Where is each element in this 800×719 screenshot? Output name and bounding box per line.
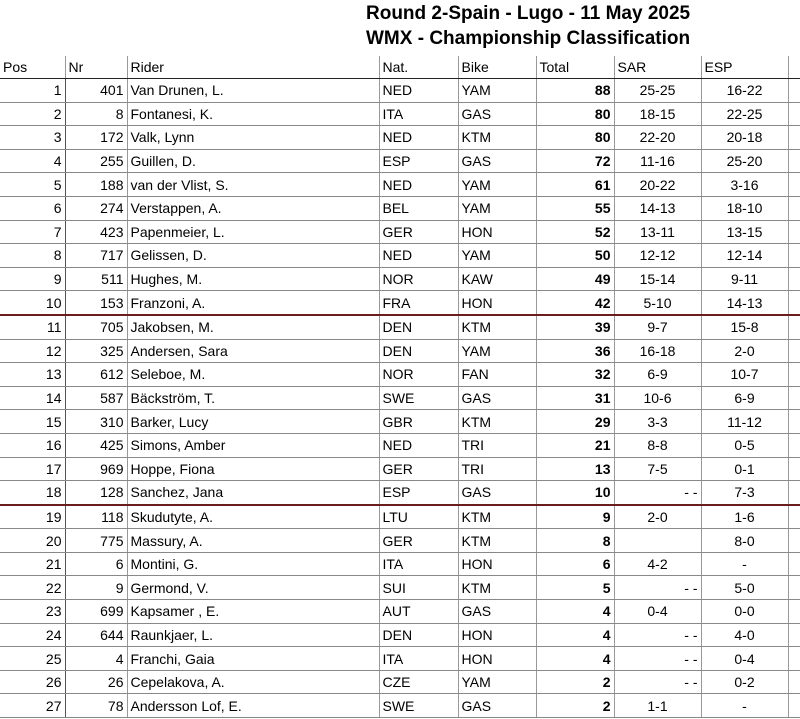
cell-bike: GAS xyxy=(458,694,536,718)
cell-total: 36 xyxy=(536,339,614,363)
cell-nr: 255 xyxy=(65,149,127,173)
cell-nat: ITA xyxy=(379,647,458,671)
cell-pos: 6 xyxy=(0,196,65,220)
cell-overflow xyxy=(788,339,800,363)
cell-rider: Simons, Amber xyxy=(127,433,379,457)
table-row xyxy=(0,433,800,457)
cell-pos: 22 xyxy=(0,576,65,600)
cell-bike: HON xyxy=(458,220,536,244)
cell-nr: 425 xyxy=(65,433,127,457)
cell-nr: 325 xyxy=(65,339,127,363)
table-row xyxy=(0,481,800,505)
cell-nr: 274 xyxy=(65,196,127,220)
cell-pos: 4 xyxy=(0,149,65,173)
cell-rider: Van Drunen, L. xyxy=(127,79,379,103)
cell-bike: KTM xyxy=(458,410,536,434)
col-nr: Nr xyxy=(65,56,127,79)
cell-overflow xyxy=(788,529,800,553)
cell-nat: NOR xyxy=(379,363,458,387)
cell-bike: TRI xyxy=(458,457,536,481)
cell-nr: 644 xyxy=(65,623,127,647)
cell-nat: GER xyxy=(379,220,458,244)
cell-rider: Gelissen, D. xyxy=(127,244,379,268)
cell-esp: 14-13 xyxy=(701,291,788,315)
cell-bike: HON xyxy=(458,647,536,671)
cell-pos: 1 xyxy=(0,79,65,103)
cell-esp: 12-14 xyxy=(701,244,788,268)
cell-total: 32 xyxy=(536,363,614,387)
cell-total: 29 xyxy=(536,410,614,434)
cell-nr: 401 xyxy=(65,79,127,103)
table-row xyxy=(0,79,800,103)
cell-esp: 0-1 xyxy=(701,457,788,481)
cell-total: 31 xyxy=(536,386,614,410)
cell-nr: 699 xyxy=(65,600,127,624)
cell-overflow xyxy=(788,291,800,315)
cell-sar: 10-6 xyxy=(614,386,701,410)
col-rider: Rider xyxy=(127,56,379,79)
cell-rider: Hoppe, Fiona xyxy=(127,457,379,481)
cell-bike: HON xyxy=(458,291,536,315)
table-row xyxy=(0,196,800,220)
cell-bike: YAM xyxy=(458,79,536,103)
cell-rider: Kapsamer , E. xyxy=(127,600,379,624)
cell-sar: 5-10 xyxy=(614,291,701,315)
cell-pos: 5 xyxy=(0,173,65,197)
cell-nat: FRA xyxy=(379,291,458,315)
cell-sar: 16-18 xyxy=(614,339,701,363)
cell-overflow xyxy=(788,79,800,103)
cell-pos: 21 xyxy=(0,552,65,576)
cell-esp: 4-0 xyxy=(701,623,788,647)
cell-total: 52 xyxy=(536,220,614,244)
classification-title: WMX - Championship Classification xyxy=(366,28,691,49)
cell-rider: Valk, Lynn xyxy=(127,126,379,150)
cell-sar: - - xyxy=(614,481,701,505)
cell-nat: SWE xyxy=(379,694,458,718)
cell-sar: 9-7 xyxy=(614,315,701,339)
cell-overflow xyxy=(788,196,800,220)
table-row xyxy=(0,220,800,244)
cell-nr: 128 xyxy=(65,481,127,505)
cell-overflow xyxy=(788,363,800,387)
cell-sar: 14-13 xyxy=(614,196,701,220)
cell-rider: Skudutyte, A. xyxy=(127,505,379,529)
table-row xyxy=(0,576,800,600)
cell-pos: 18 xyxy=(0,481,65,505)
cell-total: 2 xyxy=(536,670,614,694)
cell-esp: 15-8 xyxy=(701,315,788,339)
cell-esp: 9-11 xyxy=(701,267,788,291)
table-row xyxy=(0,410,800,434)
cell-nat: GER xyxy=(379,529,458,553)
table-row xyxy=(0,386,800,410)
cell-nat: GBR xyxy=(379,410,458,434)
cell-bike: YAM xyxy=(458,670,536,694)
cell-pos: 11 xyxy=(0,315,65,339)
cell-bike: KTM xyxy=(458,576,536,600)
cell-bike: GAS xyxy=(458,386,536,410)
col-pos: Pos xyxy=(0,56,65,79)
cell-pos: 24 xyxy=(0,623,65,647)
cell-sar: - - xyxy=(614,576,701,600)
table-row xyxy=(0,623,800,647)
cell-total: 80 xyxy=(536,102,614,126)
cell-esp: 0-5 xyxy=(701,433,788,457)
cell-nat: SWE xyxy=(379,386,458,410)
cell-rider: Verstappen, A. xyxy=(127,196,379,220)
cell-pos: 7 xyxy=(0,220,65,244)
cell-overflow xyxy=(788,244,800,268)
cell-rider: Andersen, Sara xyxy=(127,339,379,363)
cell-overflow xyxy=(788,410,800,434)
cell-pos: 13 xyxy=(0,363,65,387)
cell-sar: 1-1 xyxy=(614,694,701,718)
cell-nr: 188 xyxy=(65,173,127,197)
cell-nat: ITA xyxy=(379,102,458,126)
cell-sar: 12-12 xyxy=(614,244,701,268)
cell-rider: Montini, G. xyxy=(127,552,379,576)
cell-pos: 20 xyxy=(0,529,65,553)
cell-rider: Cepelakova, A. xyxy=(127,670,379,694)
cell-total: 61 xyxy=(536,173,614,197)
cell-rider: Hughes, M. xyxy=(127,267,379,291)
table-row xyxy=(0,647,800,671)
cell-nr: 705 xyxy=(65,315,127,339)
cell-total: 5 xyxy=(536,576,614,600)
cell-nr: 423 xyxy=(65,220,127,244)
cell-bike: KAW xyxy=(458,267,536,291)
round-title: Round 2-Spain - Lugo - 11 May 2025 xyxy=(366,3,691,24)
cell-pos: 3 xyxy=(0,126,65,150)
table-row xyxy=(0,126,800,150)
cell-esp: 2-0 xyxy=(701,339,788,363)
cell-nat: NED xyxy=(379,79,458,103)
col-bike: Bike xyxy=(458,56,536,79)
cell-rider: Bäckström, T. xyxy=(127,386,379,410)
cell-pos: 12 xyxy=(0,339,65,363)
cell-sar: 22-20 xyxy=(614,126,701,150)
cell-nat: AUT xyxy=(379,600,458,624)
cell-bike: GAS xyxy=(458,102,536,126)
cell-esp: 6-9 xyxy=(701,386,788,410)
table-row xyxy=(0,173,800,197)
cell-overflow xyxy=(788,386,800,410)
col-sar: SAR xyxy=(614,56,701,79)
cell-nr: 717 xyxy=(65,244,127,268)
cell-pos: 16 xyxy=(0,433,65,457)
cell-total: 39 xyxy=(536,315,614,339)
cell-total: 10 xyxy=(536,481,614,505)
cell-esp: 16-22 xyxy=(701,79,788,103)
cell-nat: LTU xyxy=(379,505,458,529)
cell-nr: 26 xyxy=(65,670,127,694)
col-esp: ESP xyxy=(701,56,788,79)
table-row xyxy=(0,694,800,718)
cell-rider: van der Vlist, S. xyxy=(127,173,379,197)
cell-pos: 8 xyxy=(0,244,65,268)
cell-nr: 310 xyxy=(65,410,127,434)
cell-nat: CZE xyxy=(379,670,458,694)
cell-nat: DEN xyxy=(379,623,458,647)
cell-overflow xyxy=(788,315,800,339)
cell-total: 88 xyxy=(536,79,614,103)
cell-sar: 11-16 xyxy=(614,149,701,173)
cell-esp: 8-0 xyxy=(701,529,788,553)
cell-total: 50 xyxy=(536,244,614,268)
cell-sar xyxy=(614,529,701,553)
cell-rider: Sanchez, Jana xyxy=(127,481,379,505)
cell-pos: 23 xyxy=(0,600,65,624)
cell-nr: 118 xyxy=(65,505,127,529)
cell-bike: TRI xyxy=(458,433,536,457)
cell-nat: ITA xyxy=(379,552,458,576)
cell-bike: KTM xyxy=(458,505,536,529)
cell-total: 4 xyxy=(536,600,614,624)
cell-esp: 18-10 xyxy=(701,196,788,220)
cell-pos: 25 xyxy=(0,647,65,671)
classification-table xyxy=(0,56,800,718)
cell-pos: 15 xyxy=(0,410,65,434)
cell-esp: 22-25 xyxy=(701,102,788,126)
cell-esp: 7-3 xyxy=(701,481,788,505)
cell-esp: 1-6 xyxy=(701,505,788,529)
cell-total: 13 xyxy=(536,457,614,481)
table-row xyxy=(0,102,800,126)
cell-rider: Massury, A. xyxy=(127,529,379,553)
cell-overflow xyxy=(788,433,800,457)
cell-total: 72 xyxy=(536,149,614,173)
cell-rider: Jakobsen, M. xyxy=(127,315,379,339)
cell-nat: SUI xyxy=(379,576,458,600)
cell-esp: 3-16 xyxy=(701,173,788,197)
cell-rider: Fontanesi, K. xyxy=(127,102,379,126)
cell-overflow xyxy=(788,600,800,624)
cell-esp: 0-4 xyxy=(701,647,788,671)
cell-total: 4 xyxy=(536,623,614,647)
cell-overflow xyxy=(788,552,800,576)
cell-total: 8 xyxy=(536,529,614,553)
cell-nat: NED xyxy=(379,126,458,150)
table-row xyxy=(0,363,800,387)
cell-nr: 9 xyxy=(65,576,127,600)
cell-rider: Papenmeier, L. xyxy=(127,220,379,244)
cell-bike: YAM xyxy=(458,173,536,197)
cell-pos: 26 xyxy=(0,670,65,694)
cell-nat: NED xyxy=(379,433,458,457)
cell-nr: 4 xyxy=(65,647,127,671)
cell-pos: 9 xyxy=(0,267,65,291)
cell-sar: 25-25 xyxy=(614,79,701,103)
cell-bike: KTM xyxy=(458,529,536,553)
table-row xyxy=(0,670,800,694)
cell-nr: 153 xyxy=(65,291,127,315)
cell-pos: 2 xyxy=(0,102,65,126)
cell-bike: KTM xyxy=(458,315,536,339)
cell-esp: 13-15 xyxy=(701,220,788,244)
cell-pos: 17 xyxy=(0,457,65,481)
cell-bike: HON xyxy=(458,623,536,647)
cell-nat: DEN xyxy=(379,315,458,339)
cell-nr: 6 xyxy=(65,552,127,576)
cell-rider: Seleboe, M. xyxy=(127,363,379,387)
cell-bike: FAN xyxy=(458,363,536,387)
cell-nat: NOR xyxy=(379,267,458,291)
cell-esp: 0-2 xyxy=(701,670,788,694)
cell-sar: - - xyxy=(614,623,701,647)
cell-bike: GAS xyxy=(458,149,536,173)
cell-bike: GAS xyxy=(458,600,536,624)
cell-overflow xyxy=(788,102,800,126)
cell-sar: 20-22 xyxy=(614,173,701,197)
cell-bike: YAM xyxy=(458,244,536,268)
cell-overflow xyxy=(788,670,800,694)
cell-total: 80 xyxy=(536,126,614,150)
cell-total: 42 xyxy=(536,291,614,315)
cell-bike: KTM xyxy=(458,126,536,150)
cell-sar: - - xyxy=(614,647,701,671)
cell-overflow xyxy=(788,576,800,600)
cell-rider: Franzoni, A. xyxy=(127,291,379,315)
table-row xyxy=(0,267,800,291)
cell-nr: 172 xyxy=(65,126,127,150)
cell-nat: BEL xyxy=(379,196,458,220)
cell-overflow xyxy=(788,457,800,481)
cell-nr: 78 xyxy=(65,694,127,718)
cell-nat: ESP xyxy=(379,481,458,505)
cell-nr: 8 xyxy=(65,102,127,126)
cell-rider: Franchi, Gaia xyxy=(127,647,379,671)
table-row xyxy=(0,149,800,173)
cell-esp: - xyxy=(701,694,788,718)
cell-nat: NED xyxy=(379,173,458,197)
table-row xyxy=(0,339,800,363)
cell-nr: 969 xyxy=(65,457,127,481)
table-row xyxy=(0,291,800,315)
cell-sar: 3-3 xyxy=(614,410,701,434)
table-row xyxy=(0,315,800,339)
header-row xyxy=(0,56,800,79)
cell-total: 55 xyxy=(536,196,614,220)
cell-sar: 13-11 xyxy=(614,220,701,244)
cell-esp: - xyxy=(701,552,788,576)
cell-overflow xyxy=(788,149,800,173)
cell-esp: 20-18 xyxy=(701,126,788,150)
cell-total: 4 xyxy=(536,647,614,671)
cell-rider: Germond, V. xyxy=(127,576,379,600)
cell-bike: HON xyxy=(458,552,536,576)
cell-esp: 10-7 xyxy=(701,363,788,387)
cell-overflow xyxy=(788,505,800,529)
cell-total: 21 xyxy=(536,433,614,457)
cell-sar: 2-0 xyxy=(614,505,701,529)
cell-sar: 18-15 xyxy=(614,102,701,126)
cell-overflow xyxy=(788,623,800,647)
cell-nat: GER xyxy=(379,457,458,481)
cell-total: 6 xyxy=(536,552,614,576)
cell-sar: 7-5 xyxy=(614,457,701,481)
cell-nr: 775 xyxy=(65,529,127,553)
cell-overflow xyxy=(788,481,800,505)
cell-bike: YAM xyxy=(458,196,536,220)
cell-rider: Guillen, D. xyxy=(127,149,379,173)
cell-rider: Raunkjaer, L. xyxy=(127,623,379,647)
cell-esp: 11-12 xyxy=(701,410,788,434)
cell-overflow xyxy=(788,267,800,291)
table-body xyxy=(0,79,800,718)
cell-nr: 587 xyxy=(65,386,127,410)
table-row xyxy=(0,552,800,576)
cell-sar: 15-14 xyxy=(614,267,701,291)
table-row xyxy=(0,505,800,529)
cell-sar: 0-4 xyxy=(614,600,701,624)
cell-total: 9 xyxy=(536,505,614,529)
table-row xyxy=(0,244,800,268)
cell-sar: 4-2 xyxy=(614,552,701,576)
cell-sar: - - xyxy=(614,670,701,694)
cell-overflow xyxy=(788,220,800,244)
cell-nat: NED xyxy=(379,244,458,268)
cell-pos: 19 xyxy=(0,505,65,529)
cell-total: 49 xyxy=(536,267,614,291)
cell-nat: ESP xyxy=(379,149,458,173)
cell-bike: GAS xyxy=(458,481,536,505)
cell-sar: 8-8 xyxy=(614,433,701,457)
cell-overflow xyxy=(788,647,800,671)
cell-esp: 5-0 xyxy=(701,576,788,600)
cell-sar: 6-9 xyxy=(614,363,701,387)
cell-overflow xyxy=(788,694,800,718)
cell-esp: 25-20 xyxy=(701,149,788,173)
col-total: Total xyxy=(536,56,614,79)
cell-nr: 612 xyxy=(65,363,127,387)
cell-rider: Barker, Lucy xyxy=(127,410,379,434)
cell-nr: 511 xyxy=(65,267,127,291)
cell-pos: 27 xyxy=(0,694,65,718)
cell-overflow xyxy=(788,126,800,150)
cell-pos: 14 xyxy=(0,386,65,410)
cell-nat: DEN xyxy=(379,339,458,363)
table-row xyxy=(0,529,800,553)
cell-pos: 10 xyxy=(0,291,65,315)
cell-overflow xyxy=(788,173,800,197)
cell-esp: 0-0 xyxy=(701,600,788,624)
cell-rider: Andersson Lof, E. xyxy=(127,694,379,718)
table-row xyxy=(0,457,800,481)
col-overflow xyxy=(788,56,800,79)
table-row xyxy=(0,600,800,624)
col-nat: Nat. xyxy=(379,56,458,79)
cell-bike: YAM xyxy=(458,339,536,363)
cell-total: 2 xyxy=(536,694,614,718)
